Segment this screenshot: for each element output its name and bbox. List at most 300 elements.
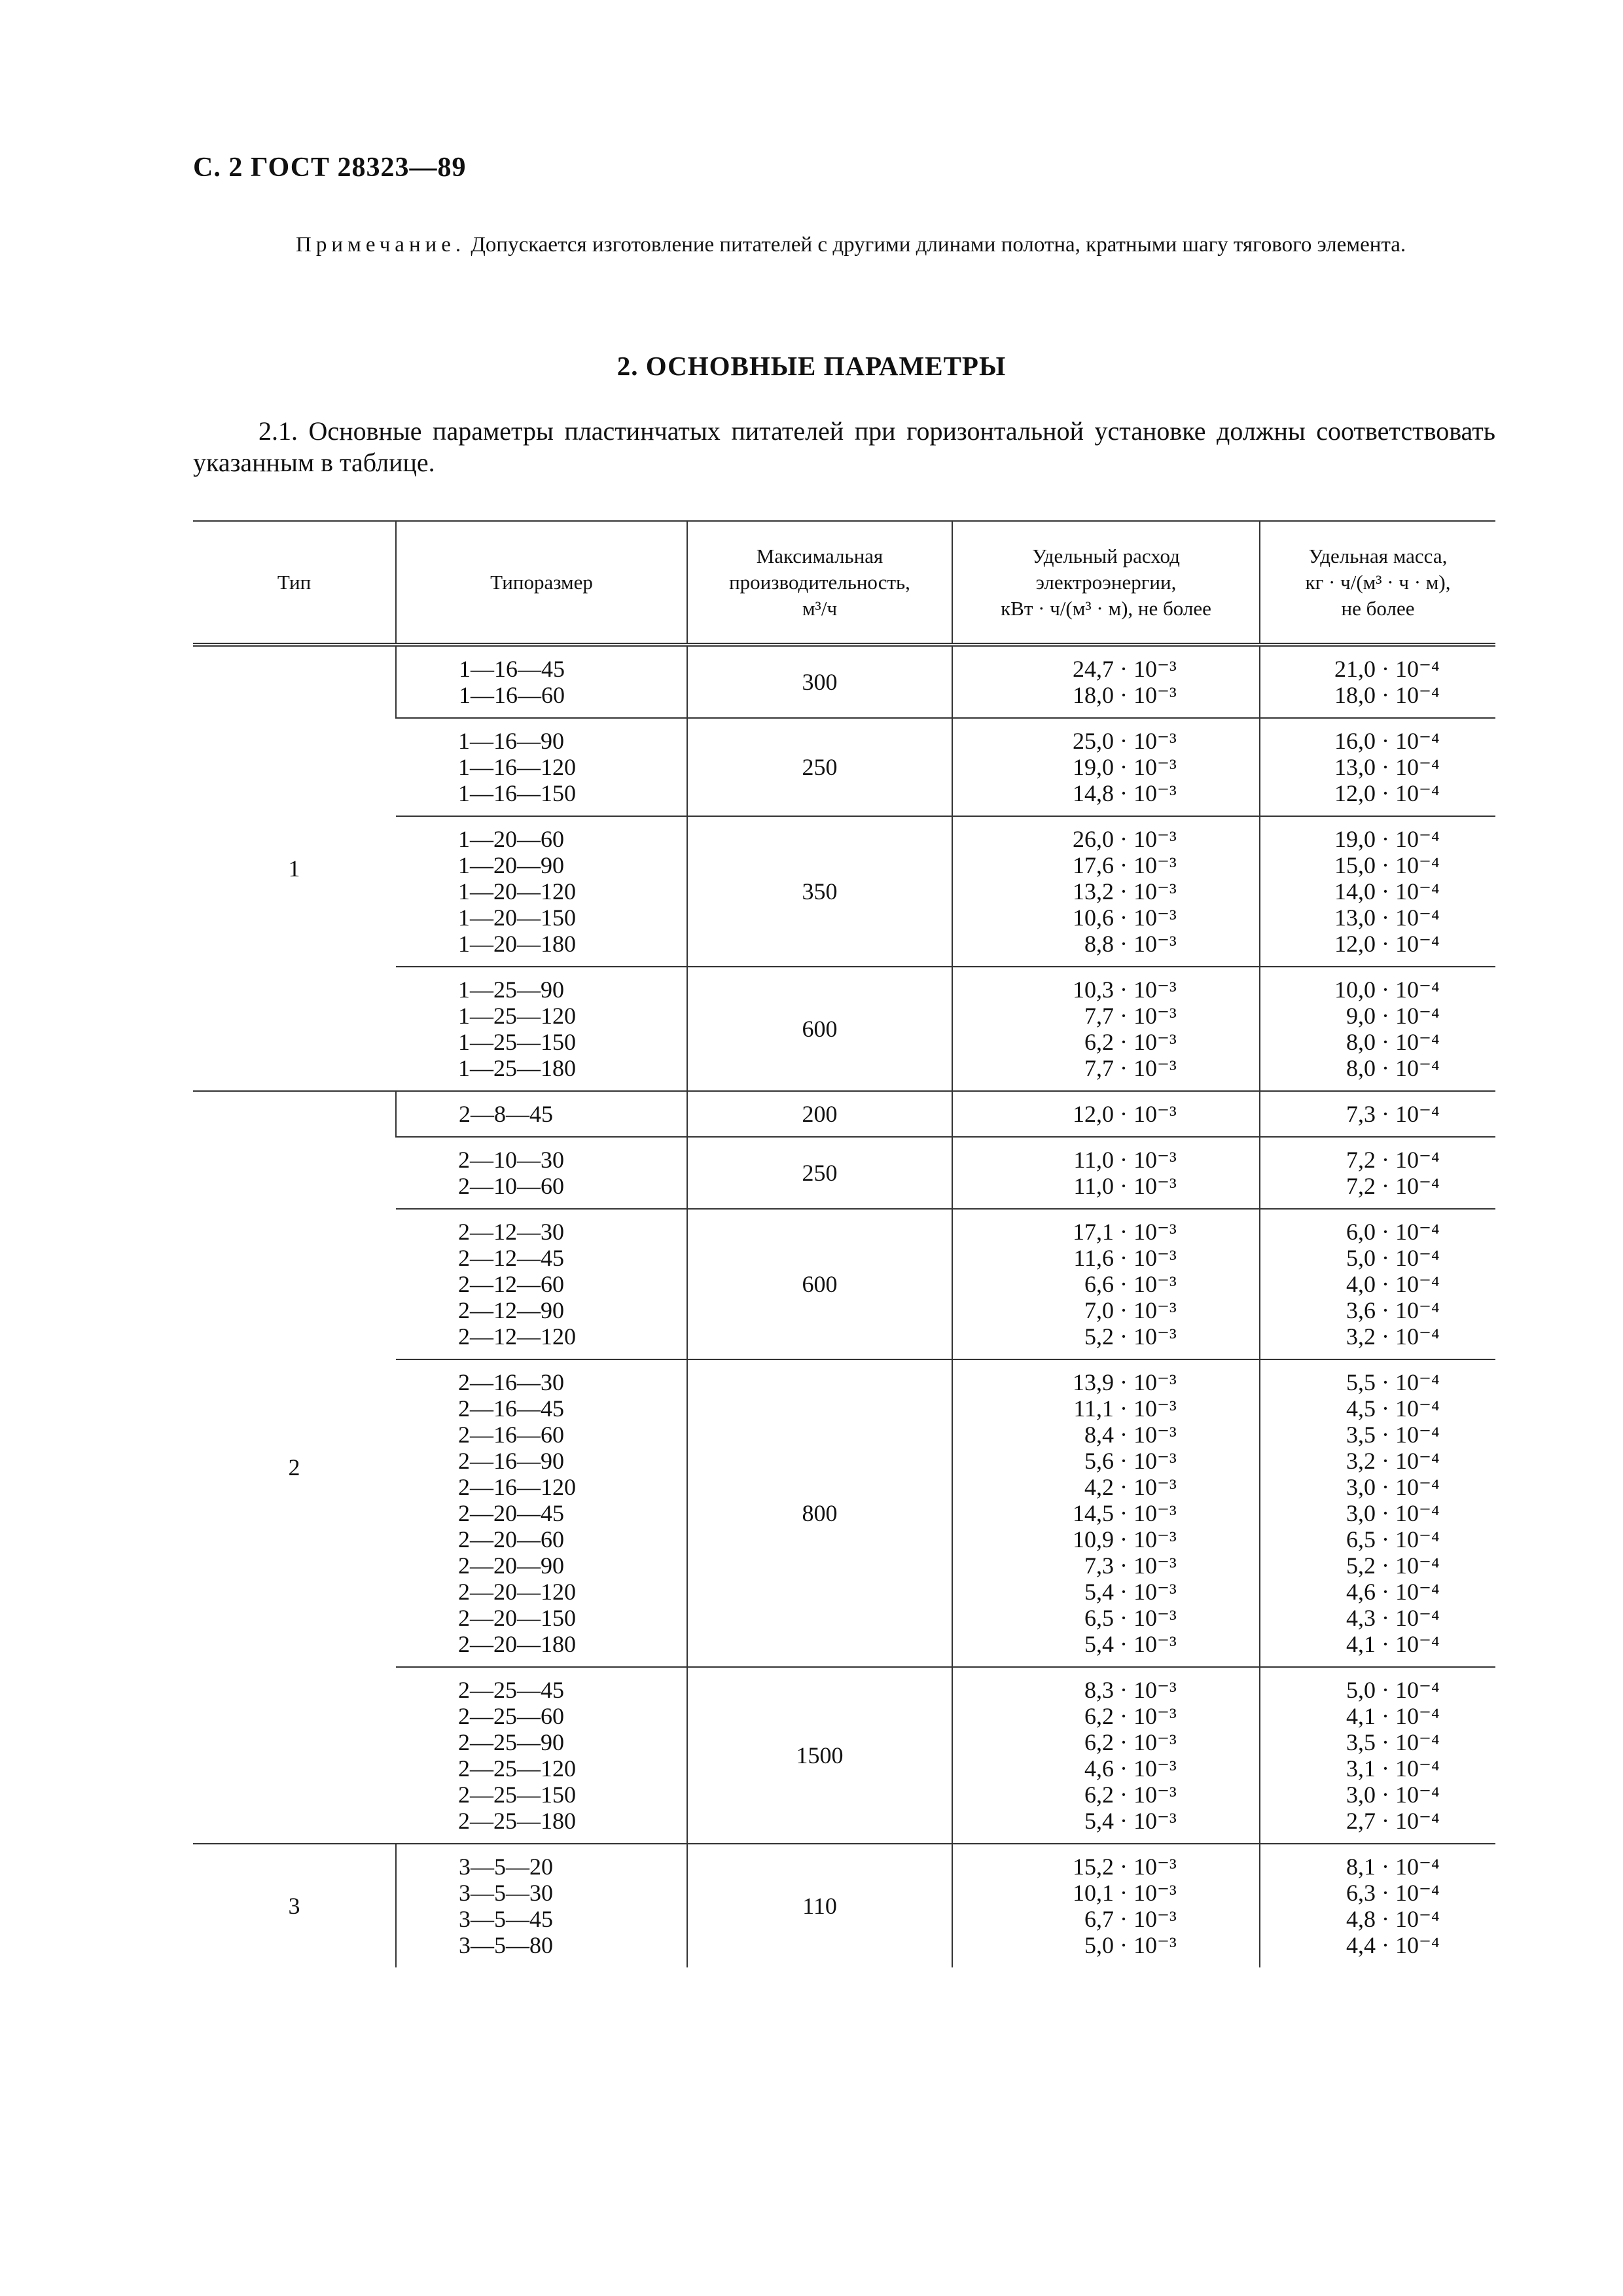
energy-cell <box>952 1209 1260 1359</box>
mass-exponent: · 10⁻⁴ <box>1382 1579 1440 1605</box>
energy-exponent: · 10⁻³ <box>1120 1932 1177 1958</box>
energy-exponent: · 10⁻³ <box>1120 682 1177 708</box>
mass-cell <box>1260 645 1495 718</box>
size-value: 2—12—45 <box>458 1245 564 1271</box>
energy-exponent: · 10⁻³ <box>1120 1677 1177 1703</box>
energy-exponent: · 10⁻³ <box>1120 1579 1177 1605</box>
mass-exponent: · 10⁻⁴ <box>1382 1369 1440 1395</box>
mass-exponent: · 10⁻⁴ <box>1382 931 1440 957</box>
mass-mantissa: 2,7 <box>1346 1808 1376 1834</box>
mass-cell <box>1260 718 1495 816</box>
energy-exponent: · 10⁻³ <box>1120 1369 1177 1395</box>
mass-exponent: · 10⁻⁴ <box>1382 977 1440 1003</box>
energy-exponent: · 10⁻³ <box>1120 1448 1177 1474</box>
energy-cell <box>952 1844 1260 1967</box>
mass-exponent: · 10⁻⁴ <box>1382 1906 1440 1932</box>
energy-value <box>1058 1245 1259 1271</box>
mass-mantissa: 21,0 <box>1334 656 1376 682</box>
mass-exponent: · 10⁻⁴ <box>1382 1474 1440 1500</box>
size-cell <box>396 1844 687 1967</box>
mass-value <box>1319 1782 1495 1808</box>
size-value: 2—20—180 <box>458 1631 576 1657</box>
mass-exponent: · 10⁻⁴ <box>1382 1245 1440 1271</box>
mass-value <box>1319 1906 1495 1932</box>
energy-value <box>1058 1474 1259 1500</box>
capacity-cell: 110 <box>687 1844 952 1967</box>
size-value: 2—16—60 <box>458 1422 564 1448</box>
header-mass <box>1260 521 1495 645</box>
mass-value <box>1319 878 1495 905</box>
size-value: 2—12—30 <box>458 1219 564 1245</box>
mass-mantissa: 3,0 <box>1346 1474 1376 1500</box>
energy-value <box>1058 1526 1259 1552</box>
mass-value <box>1319 1631 1495 1657</box>
mass-value <box>1319 1677 1495 1703</box>
energy-cell <box>952 645 1260 718</box>
mass-mantissa: 4,6 <box>1346 1579 1376 1605</box>
capacity-cell: 600 <box>687 967 952 1091</box>
energy-value <box>1058 1703 1259 1729</box>
energy-mantissa: 5,4 <box>1084 1579 1114 1605</box>
energy-exponent: · 10⁻³ <box>1120 1880 1177 1906</box>
energy-value <box>1058 1003 1259 1029</box>
mass-mantissa: 6,5 <box>1346 1526 1376 1552</box>
energy-mantissa: 10,3 <box>1073 977 1114 1003</box>
paragraph-2-1 <box>193 416 1495 478</box>
energy-mantissa: 8,8 <box>1084 931 1114 957</box>
energy-value <box>1058 1101 1259 1127</box>
energy-value <box>1058 1147 1259 1173</box>
mass-value <box>1319 1854 1495 1880</box>
header-capacity <box>687 521 952 645</box>
size-value: 2—12—60 <box>458 1271 564 1297</box>
capacity-cell: 250 <box>687 718 952 816</box>
energy-value <box>1058 1369 1259 1395</box>
mass-exponent: · 10⁻⁴ <box>1382 1395 1440 1422</box>
mass-exponent: · 10⁻⁴ <box>1382 1055 1440 1081</box>
energy-exponent: · 10⁻³ <box>1120 1605 1177 1631</box>
energy-exponent: · 10⁻³ <box>1120 1854 1177 1880</box>
energy-exponent: · 10⁻³ <box>1120 1297 1177 1323</box>
size-cell <box>396 718 687 816</box>
energy-mantissa: 5,4 <box>1084 1808 1114 1834</box>
size-value: 1—16—90 <box>458 728 564 754</box>
mass-exponent: · 10⁻⁴ <box>1382 1323 1440 1350</box>
mass-cell <box>1260 1091 1495 1137</box>
mass-exponent: · 10⁻⁴ <box>1382 1854 1440 1880</box>
energy-exponent: · 10⁻³ <box>1120 852 1177 878</box>
mass-value <box>1319 1526 1495 1552</box>
energy-mantissa: 11,0 <box>1073 1173 1114 1199</box>
size-value: 1—25—90 <box>458 977 564 1003</box>
size-value: 1—16—150 <box>458 780 576 806</box>
energy-mantissa: 24,7 <box>1073 656 1114 682</box>
energy-value <box>1058 1448 1259 1474</box>
mass-mantissa: 5,2 <box>1346 1552 1376 1579</box>
mass-exponent: · 10⁻⁴ <box>1382 905 1440 931</box>
mass-mantissa: 3,2 <box>1346 1448 1376 1474</box>
energy-value <box>1058 1808 1259 1834</box>
mass-value <box>1319 1422 1495 1448</box>
type-cell: 1 <box>193 645 396 1091</box>
mass-exponent: · 10⁻⁴ <box>1382 1880 1440 1906</box>
table-row <box>193 1844 1495 1967</box>
mass-exponent: · 10⁻⁴ <box>1382 1029 1440 1055</box>
size-value: 2—8—45 <box>459 1101 553 1127</box>
energy-value <box>1058 682 1259 708</box>
mass-value <box>1319 1500 1495 1526</box>
energy-exponent: · 10⁻³ <box>1120 1552 1177 1579</box>
energy-exponent: · 10⁻³ <box>1120 931 1177 957</box>
energy-value <box>1058 1579 1259 1605</box>
mass-mantissa: 6,0 <box>1346 1219 1376 1245</box>
energy-exponent: · 10⁻³ <box>1120 1055 1177 1081</box>
size-value: 1—20—90 <box>458 852 564 878</box>
mass-mantissa: 7,2 <box>1346 1173 1376 1199</box>
energy-value <box>1058 931 1259 957</box>
table-body <box>193 645 1495 1967</box>
mass-mantissa: 4,1 <box>1346 1631 1376 1657</box>
mass-mantissa: 5,0 <box>1346 1245 1376 1271</box>
energy-exponent: · 10⁻³ <box>1120 1147 1177 1173</box>
mass-value <box>1319 1552 1495 1579</box>
mass-value <box>1319 1755 1495 1782</box>
energy-mantissa: 7,0 <box>1084 1297 1114 1323</box>
energy-exponent: · 10⁻³ <box>1120 1003 1177 1029</box>
energy-exponent: · 10⁻³ <box>1120 1526 1177 1552</box>
mass-mantissa: 4,8 <box>1346 1906 1376 1932</box>
mass-mantissa: 7,2 <box>1346 1147 1376 1173</box>
mass-mantissa: 4,1 <box>1346 1703 1376 1729</box>
energy-value <box>1058 1880 1259 1906</box>
mass-mantissa: 4,0 <box>1346 1271 1376 1297</box>
size-value: 2—16—120 <box>458 1474 576 1500</box>
energy-exponent: · 10⁻³ <box>1120 1395 1177 1422</box>
size-value: 2—20—150 <box>458 1605 576 1631</box>
size-value: 3—5—80 <box>459 1932 553 1958</box>
energy-mantissa: 6,7 <box>1084 1906 1114 1932</box>
mass-mantissa: 3,6 <box>1346 1297 1376 1323</box>
size-cell <box>396 1667 687 1844</box>
mass-exponent: · 10⁻⁴ <box>1382 1605 1440 1631</box>
size-value: 1—20—150 <box>458 905 576 931</box>
mass-value <box>1319 1448 1495 1474</box>
energy-value <box>1058 905 1259 931</box>
energy-mantissa: 6,2 <box>1084 1029 1114 1055</box>
energy-cell <box>952 967 1260 1091</box>
size-cell <box>396 1137 687 1209</box>
energy-exponent: · 10⁻³ <box>1120 1245 1177 1271</box>
note-text: Допускается изготовление питателей с другими длинами полотна, кратными шагу тягового элемента. <box>471 233 1406 257</box>
energy-mantissa: 7,7 <box>1084 1055 1114 1081</box>
energy-value <box>1058 1552 1259 1579</box>
mass-value <box>1319 1101 1495 1127</box>
size-value: 2—12—90 <box>458 1297 564 1323</box>
energy-cell <box>952 718 1260 816</box>
energy-cell <box>952 816 1260 967</box>
capacity-cell: 350 <box>687 816 952 967</box>
size-value: 1—16—45 <box>459 656 565 682</box>
mass-exponent: · 10⁻⁴ <box>1382 656 1440 682</box>
header-size: Типоразмер <box>396 521 687 645</box>
size-value: 1—16—120 <box>458 754 576 780</box>
mass-exponent: · 10⁻⁴ <box>1382 1003 1440 1029</box>
energy-mantissa: 4,6 <box>1084 1755 1114 1782</box>
mass-exponent: · 10⁻⁴ <box>1382 1729 1440 1755</box>
energy-exponent: · 10⁻³ <box>1120 1219 1177 1245</box>
energy-value <box>1058 1323 1259 1350</box>
energy-value <box>1058 1605 1259 1631</box>
capacity-cell: 800 <box>687 1359 952 1667</box>
mass-mantissa: 4,4 <box>1346 1932 1376 1958</box>
mass-value <box>1319 852 1495 878</box>
size-value: 1—20—180 <box>458 931 576 957</box>
mass-exponent: · 10⁻⁴ <box>1382 1219 1440 1245</box>
size-cell <box>396 1091 687 1137</box>
mass-mantissa: 9,0 <box>1346 1003 1376 1029</box>
size-value: 3—5—45 <box>459 1906 553 1932</box>
mass-exponent: · 10⁻⁴ <box>1382 852 1440 878</box>
mass-cell <box>1260 1844 1495 1967</box>
energy-cell <box>952 1091 1260 1137</box>
size-value: 2—25—150 <box>458 1782 576 1808</box>
energy-mantissa: 11,1 <box>1073 1395 1114 1422</box>
mass-exponent: · 10⁻⁴ <box>1382 1297 1440 1323</box>
energy-mantissa: 18,0 <box>1073 682 1114 708</box>
note <box>193 230 1495 259</box>
mass-cell <box>1260 1209 1495 1359</box>
mass-value <box>1319 1605 1495 1631</box>
mass-value <box>1319 1055 1495 1081</box>
mass-value <box>1319 1703 1495 1729</box>
energy-exponent: · 10⁻³ <box>1120 1808 1177 1834</box>
mass-mantissa: 19,0 <box>1334 826 1376 852</box>
energy-mantissa: 6,5 <box>1084 1605 1114 1631</box>
energy-exponent: · 10⁻³ <box>1120 1173 1177 1199</box>
mass-mantissa: 3,2 <box>1346 1323 1376 1350</box>
mass-value <box>1319 1880 1495 1906</box>
energy-mantissa: 14,5 <box>1073 1500 1114 1526</box>
header-mass-line: кг · ч/(м³ · ч · м), <box>1305 570 1451 594</box>
mass-exponent: · 10⁻⁴ <box>1382 1677 1440 1703</box>
mass-cell <box>1260 967 1495 1091</box>
mass-mantissa: 5,5 <box>1346 1369 1376 1395</box>
size-value: 2—10—60 <box>458 1173 564 1199</box>
mass-value <box>1319 1245 1495 1271</box>
energy-value <box>1058 1297 1259 1323</box>
energy-mantissa: 7,3 <box>1084 1552 1114 1579</box>
mass-mantissa: 8,0 <box>1346 1029 1376 1055</box>
size-value: 2—10—30 <box>458 1147 564 1173</box>
energy-exponent: · 10⁻³ <box>1120 1500 1177 1526</box>
mass-mantissa: 10,0 <box>1334 977 1376 1003</box>
mass-mantissa: 3,1 <box>1346 1755 1376 1782</box>
mass-mantissa: 12,0 <box>1334 931 1376 957</box>
energy-exponent: · 10⁻³ <box>1120 780 1177 806</box>
mass-mantissa: 3,0 <box>1346 1500 1376 1526</box>
mass-value <box>1319 728 1495 754</box>
size-value: 1—25—120 <box>458 1003 576 1029</box>
energy-mantissa: 6,2 <box>1084 1729 1114 1755</box>
energy-value <box>1058 826 1259 852</box>
capacity-cell: 200 <box>687 1091 952 1137</box>
energy-mantissa: 8,3 <box>1084 1677 1114 1703</box>
header-mass-line: Удельная масса, <box>1308 544 1448 567</box>
energy-exponent: · 10⁻³ <box>1120 1631 1177 1657</box>
mass-value <box>1319 1219 1495 1245</box>
size-value: 1—16—60 <box>459 682 565 708</box>
mass-value <box>1319 1297 1495 1323</box>
mass-exponent: · 10⁻⁴ <box>1382 728 1440 754</box>
energy-mantissa: 25,0 <box>1073 728 1114 754</box>
energy-value <box>1058 754 1259 780</box>
size-value: 3—5—30 <box>459 1880 553 1906</box>
energy-value <box>1058 1854 1259 1880</box>
mass-exponent: · 10⁻⁴ <box>1382 1422 1440 1448</box>
mass-exponent: · 10⁻⁴ <box>1382 780 1440 806</box>
energy-cell <box>952 1359 1260 1667</box>
energy-exponent: · 10⁻³ <box>1120 1101 1177 1127</box>
energy-value <box>1058 1500 1259 1526</box>
mass-mantissa: 13,0 <box>1334 905 1376 931</box>
energy-exponent: · 10⁻³ <box>1120 1474 1177 1500</box>
energy-exponent: · 10⁻³ <box>1120 1323 1177 1350</box>
mass-mantissa: 4,3 <box>1346 1605 1376 1631</box>
mass-value <box>1319 977 1495 1003</box>
energy-value <box>1058 728 1259 754</box>
header-mass-line: не более <box>1341 596 1415 620</box>
capacity-cell: 300 <box>687 645 952 718</box>
energy-value <box>1058 1055 1259 1081</box>
energy-exponent: · 10⁻³ <box>1120 977 1177 1003</box>
mass-exponent: · 10⁻⁴ <box>1382 1932 1440 1958</box>
energy-exponent: · 10⁻³ <box>1120 1422 1177 1448</box>
size-cell <box>396 816 687 967</box>
size-value: 1—20—60 <box>458 826 564 852</box>
energy-mantissa: 17,6 <box>1073 852 1114 878</box>
mass-exponent: · 10⁻⁴ <box>1382 1782 1440 1808</box>
mass-mantissa: 3,0 <box>1346 1782 1376 1808</box>
energy-exponent: · 10⁻³ <box>1120 1755 1177 1782</box>
mass-mantissa: 14,0 <box>1334 878 1376 905</box>
mass-cell <box>1260 1137 1495 1209</box>
energy-value <box>1058 1755 1259 1782</box>
energy-mantissa: 26,0 <box>1073 826 1114 852</box>
size-value: 2—25—180 <box>458 1808 576 1834</box>
energy-mantissa: 14,8 <box>1073 780 1114 806</box>
energy-mantissa: 7,7 <box>1084 1003 1114 1029</box>
size-value: 2—20—120 <box>458 1579 576 1605</box>
energy-exponent: · 10⁻³ <box>1120 754 1177 780</box>
header-energy-line: электроэнергии, <box>1035 570 1177 594</box>
mass-cell <box>1260 1667 1495 1844</box>
table-header-row <box>193 521 1495 645</box>
energy-value <box>1058 1173 1259 1199</box>
mass-mantissa: 13,0 <box>1334 754 1376 780</box>
energy-exponent: · 10⁻³ <box>1120 656 1177 682</box>
energy-mantissa: 5,4 <box>1084 1631 1114 1657</box>
paragraph-text: 2.1. Основные параметры пластинчатых питателей при горизонтальной установке должны соответствовать указанным в таблице. <box>193 416 1495 477</box>
mass-mantissa: 16,0 <box>1334 728 1376 754</box>
mass-exponent: · 10⁻⁴ <box>1382 1631 1440 1657</box>
energy-mantissa: 4,2 <box>1084 1474 1114 1500</box>
mass-exponent: · 10⁻⁴ <box>1382 1173 1440 1199</box>
mass-value <box>1319 1029 1495 1055</box>
size-value: 2—25—120 <box>458 1755 576 1782</box>
energy-value <box>1058 878 1259 905</box>
mass-exponent: · 10⁻⁴ <box>1382 826 1440 852</box>
mass-exponent: · 10⁻⁴ <box>1382 1526 1440 1552</box>
energy-mantissa: 10,6 <box>1073 905 1114 931</box>
type-cell: 3 <box>288 1893 300 1919</box>
energy-exponent: · 10⁻³ <box>1120 1703 1177 1729</box>
mass-exponent: · 10⁻⁴ <box>1382 754 1440 780</box>
energy-value <box>1058 1906 1259 1932</box>
type-cell: 2 <box>193 1091 396 1844</box>
energy-exponent: · 10⁻³ <box>1120 1029 1177 1055</box>
page-header: С. 2 ГОСТ 28323—89 <box>193 152 467 183</box>
mass-value <box>1319 682 1495 708</box>
mass-exponent: · 10⁻⁴ <box>1382 1808 1440 1834</box>
mass-value <box>1319 1147 1495 1173</box>
energy-mantissa: 10,9 <box>1073 1526 1114 1552</box>
mass-value <box>1319 905 1495 931</box>
energy-value <box>1058 1029 1259 1055</box>
mass-cell <box>1260 1359 1495 1667</box>
size-value: 2—12—120 <box>458 1323 576 1350</box>
energy-exponent: · 10⁻³ <box>1120 1729 1177 1755</box>
mass-exponent: · 10⁻⁴ <box>1382 1101 1440 1127</box>
energy-mantissa: 17,1 <box>1073 1219 1114 1245</box>
size-value: 2—20—45 <box>458 1500 564 1526</box>
mass-exponent: · 10⁻⁴ <box>1382 1147 1440 1173</box>
size-value: 1—20—120 <box>458 878 576 905</box>
size-value: 1—25—180 <box>458 1055 576 1081</box>
size-cell <box>396 645 687 718</box>
mass-mantissa: 8,1 <box>1346 1854 1376 1880</box>
mass-value <box>1319 1271 1495 1297</box>
size-value: 2—16—90 <box>458 1448 564 1474</box>
mass-value <box>1319 1932 1495 1958</box>
energy-mantissa: 15,2 <box>1073 1854 1114 1880</box>
size-value: 2—25—90 <box>458 1729 564 1755</box>
header-energy <box>952 521 1260 645</box>
energy-exponent: · 10⁻³ <box>1120 905 1177 931</box>
energy-cell <box>952 1137 1260 1209</box>
energy-exponent: · 10⁻³ <box>1120 878 1177 905</box>
energy-exponent: · 10⁻³ <box>1120 1271 1177 1297</box>
mass-mantissa: 5,0 <box>1346 1677 1376 1703</box>
table-row <box>193 1091 1495 1137</box>
size-value: 2—20—90 <box>458 1552 564 1579</box>
energy-mantissa: 5,0 <box>1084 1932 1114 1958</box>
mass-exponent: · 10⁻⁴ <box>1382 1271 1440 1297</box>
energy-value <box>1058 780 1259 806</box>
mass-exponent: · 10⁻⁴ <box>1382 1448 1440 1474</box>
energy-value <box>1058 656 1259 682</box>
mass-exponent: · 10⁻⁴ <box>1382 878 1440 905</box>
energy-mantissa: 13,9 <box>1073 1369 1114 1395</box>
energy-value <box>1058 1422 1259 1448</box>
section-title: 2. ОСНОВНЫЕ ПАРАМЕТРЫ <box>616 351 1007 381</box>
mass-value <box>1319 656 1495 682</box>
mass-mantissa: 4,5 <box>1346 1395 1376 1422</box>
energy-mantissa: 12,0 <box>1073 1101 1114 1127</box>
energy-value <box>1058 1271 1259 1297</box>
energy-value <box>1058 1631 1259 1657</box>
note-label: Примечание. <box>296 233 466 257</box>
header-energy-line: кВт · ч/(м³ · м), не более <box>1001 596 1211 620</box>
